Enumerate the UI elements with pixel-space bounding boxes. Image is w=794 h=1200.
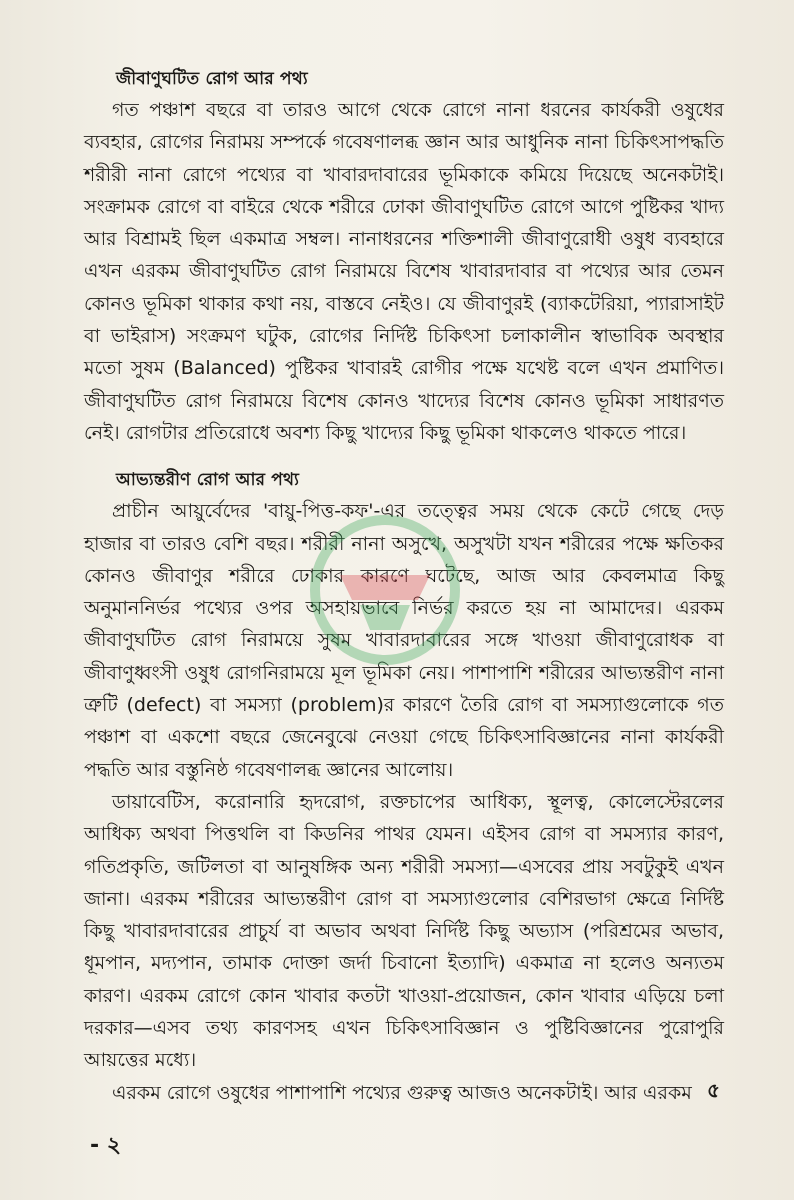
section-paragraph-infectious: গত পঞ্চাশ বছরে বা তারও আগে থেকে রোগে নানা ধরনের কার্যকরী ওষুধের ব্যবহার, রোগের নিরাময় সম্পর্কে গবেষণালব্ধ জ্ঞান আর আধুনিক নানা চিকিৎসাপদ্ধতি শরীরী নানা রোগে পথ্যের বা খাবারদাবারের ভূমিকাকে কমিয়ে দিয়েছে অনেকটাই। সংক্রামক রোগে বা বাইরে থেকে শরীরে ঢোকা জীবাণুঘটিত রোগে আগে পুষ্টিকর খাদ্য আর বিশ্রামই ছিল একমাত্র সম্বল। নানাধরনের শক্তিশালী জীবাণুরোধী ওষুধ ব্যবহারে এখন এরকম জীবাণুঘটিত রোগ নিরাময়ে বিশেষ খাবারদাবার বা পথ্যের আর তেমন কোনও ভূমিকা থাকার কথা নয়, বাস্তবে নেইও। যে জীবাণুরই (ব্যাকটেরিয়া, প্যারাসাইট বা ভাইরাস) সংক্রমণ ঘটুক, রোগের নির্দিষ্ট চিকিৎসা চলাকালীন স্বাভাবিক অবস্থার মতো সুষম (Balanced) পুষ্টিকর খাবারই রোগীর পক্ষে যথেষ্ট বলে এখন প্রমাণিত। জীবাণুঘটিত রোগ নিরাময়ে বিশেষ কোনও খাদ্যের বিশেষ কোনও ভূমিকা সাধারণত নেই। রোগটার প্রতিরোধে অবশ্য কিছু খাদ্যের কিছু ভূমিকা থাকলেও থাকতে পারে। — [84, 99, 724, 444]
section-paragraph-internal-3: এরকম রোগে ওষুধের পাশাপাশি পথ্যের গুরুত্ব আজও অনেকটাই। আর এরকম — [112, 1081, 692, 1104]
page-content — [84, 64, 724, 1109]
section-paragraph-internal-1: প্রাচীন আয়ুর্বেদের 'বায়ু-পিত্ত-কফ'-এর তত্ত্বের সময় থেকে কেটে গেছে দেড় হাজার বা তারও বেশি বছর। শরীরী নানা অসুখে, অসুখটা যখন শরীরের পক্ষে ক্ষতিকর কোনও জীবাণুর শরীরে ঢোকার কারণে ঘটেছে, আজ আর কেবলমাত্র কিছু অনুমাননির্ভর পথ্যের ওপর অসহায়ভাবে নির্ভর করতে হয় না আমাদের। এরকম জীবাণুঘটিত রোগ নিরাময়ে সুষম খাবারদাবারের সঙ্গে খাওয়া জীবাণুরোধক বা জীবাণুধ্বংসী ওষুধ রোগনিরাময়ে মূল ভূমিকা নেয়। পাশাপাশি শরীরের আভ্যন্তরীণ নানা ত্রুটি (defect) বা সমস্যা (problem)র কারণে তৈরি রোগ বা সমস্যাগুলোকে গত পঞ্চাশ বা একশো বছরে জেনেবুঝে নেওয়া গেছে চিকিৎসাবিজ্ঞানের নানা কার্যকরী পদ্ধতি আর বস্তুনিষ্ঠ গবেষণালব্ধ জ্ঞানের আলোয়। — [84, 500, 724, 781]
section-heading-internal: আভ্যন্তরীণ রোগ আর পথ্য — [116, 470, 300, 491]
section-paragraph-internal-2: ডায়াবেটিস, করোনারি হৃদরোগ, রক্তচাপের আধিক্য, স্থূলত্ব, কোলেস্টেরলের আধিক্য অথবা পিত্তথলি বা কিডনির পাথর যেমন। এইসব রোগ বা সমস্যার কারণ, গতিপ্রকৃতি, জটিলতা বা আনুষঙ্গিক অন্য শরীরী সমস্যা—এসবের প্রায় সবটুকুই এখন জানা। এরকম শরীরের আভ্যন্তরীণ রোগ বা সমস্যাগুলোর বেশিরভাগ ক্ষেত্রে নির্দিষ্ট কিছু খাবারদাবারের প্রাচুর্য বা অভাব অথবা নির্দিষ্ট কিছু অভ্যাস (পরিশ্রমের অভাব, ধূমপান, মদ্যপান, তামাক দোক্তা জর্দা চিবানো ইত্যাদি) একমাত্র না হলেও অন্যতম কারণ। এরকম রোগে কোন খাবার কতটা খাওয়া-প্রয়োজন, কোন খাবার এড়িয়ে চলা দরকার—এসব তথ্য কারণসহ এখন চিকিৎসাবিজ্ঞান ও পুষ্টিবিজ্ঞানের পুরোপুরি আয়ত্তের মধ্যে। — [84, 790, 724, 1072]
section-heading-infectious: জীবাণুঘটিত রোগ আর পথ্য — [116, 69, 308, 89]
page-number: ৫ — [707, 1078, 720, 1102]
signature-mark: - ২ — [90, 1133, 122, 1158]
